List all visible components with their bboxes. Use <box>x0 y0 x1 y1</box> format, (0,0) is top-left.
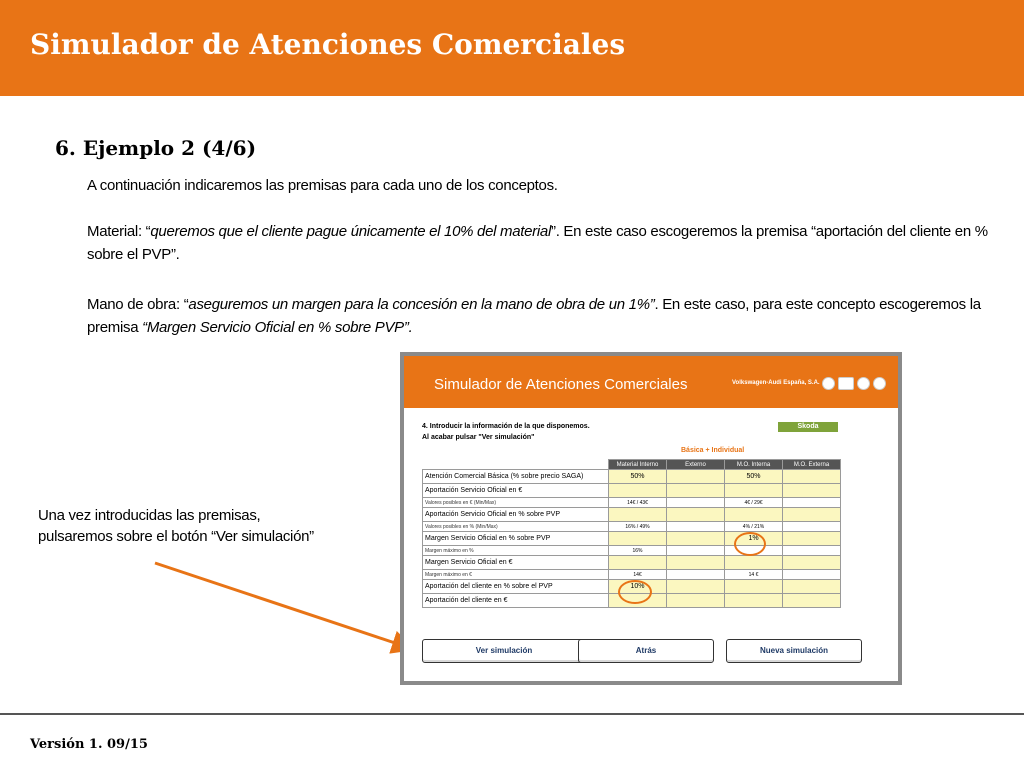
vw-logo-icon <box>822 377 835 390</box>
row-label: Margen máximo en % <box>423 546 609 556</box>
mano-obra-quote: aseguremos un margen para la concesión en la mano de obra de un 1%” <box>188 296 655 313</box>
brand-logos <box>822 375 889 393</box>
row-label: Margen Servicio Oficial en % sobre PVP <box>423 532 609 546</box>
table-row <box>423 532 841 546</box>
table-row <box>423 556 841 570</box>
externo-input[interactable] <box>667 484 725 498</box>
group-label: Básica + Individual <box>681 447 745 454</box>
atras-button[interactable]: Atrás <box>578 639 714 663</box>
screenshot-window <box>404 356 898 681</box>
externo-input[interactable] <box>667 470 725 484</box>
mo-interna-input[interactable]: 50% <box>725 470 783 484</box>
range-value <box>783 522 841 532</box>
section-title: 6. Ejemplo 2 (4/6) <box>55 136 257 160</box>
screenshot-title: Simulador de Atenciones Comerciales <box>434 376 688 393</box>
externo-input[interactable] <box>667 556 725 570</box>
range-value <box>667 522 725 532</box>
mano-obra-tail: “Margen Servicio Oficial en % sobre PVP”. <box>142 319 413 336</box>
material-prefix: Material: “ <box>87 223 151 240</box>
page-title: Simulador de Atenciones Comerciales <box>30 28 626 61</box>
ver-simulacion-button[interactable]: Ver simulación <box>422 639 586 663</box>
material-interno-input[interactable]: 50% <box>609 470 667 484</box>
instruction-line-1: 4. Introducir la información de la que disponemos. <box>422 423 590 430</box>
intro-text: A continuación indicaremos las premisas para cada uno de los conceptos. <box>87 177 558 194</box>
mano-obra-mid: . En este caso, para este concepto escogeremos la premisa <box>87 296 981 336</box>
mo-interna-input[interactable] <box>725 580 783 594</box>
material-quote: queremos que el cliente pague únicamente el 10% del material <box>150 223 551 240</box>
mo-interna-input[interactable] <box>725 556 783 570</box>
nueva-simulacion-button[interactable]: Nueva simulación <box>726 639 862 663</box>
limit-value <box>667 546 725 556</box>
audi-logo-icon <box>838 377 854 390</box>
row-label: Aportación del cliente en % sobre el PVP <box>423 580 609 594</box>
column-header: Material Interno <box>609 460 667 470</box>
table-row <box>423 546 841 556</box>
highlight-circle-mo <box>734 532 766 556</box>
table-row <box>423 484 841 498</box>
table-header-row <box>423 460 841 470</box>
limit-value <box>783 546 841 556</box>
row-label: Margen Servicio Oficial en € <box>423 556 609 570</box>
range-value <box>783 498 841 508</box>
mo-interna-input[interactable] <box>725 594 783 608</box>
externo-input[interactable] <box>667 580 725 594</box>
skoda-logo-icon <box>873 377 886 390</box>
limit-value: 14 € <box>725 570 783 580</box>
mo-externa-input[interactable] <box>783 580 841 594</box>
table-row <box>423 522 841 532</box>
row-label: Valores posibles en % (Min/Max) <box>423 522 609 532</box>
row-label: Aportación del cliente en € <box>423 594 609 608</box>
column-header: M.O. Interna <box>725 460 783 470</box>
material-interno-input[interactable] <box>609 556 667 570</box>
seat-logo-icon <box>857 377 870 390</box>
limit-value: 16% <box>609 546 667 556</box>
pointer-arrow <box>155 563 410 648</box>
brand-badge: Skoda <box>778 422 838 432</box>
highlight-circle-material <box>618 580 652 604</box>
range-value <box>667 498 725 508</box>
table-row <box>423 470 841 484</box>
range-value: 14€ / 43€ <box>609 498 667 508</box>
limit-value: 14€ <box>609 570 667 580</box>
mo-externa-input[interactable] <box>783 470 841 484</box>
version-footer: Versión 1. 09/15 <box>30 737 148 752</box>
row-label: Aportación Servicio Oficial en % sobre PVP <box>423 508 609 522</box>
footer-divider <box>0 713 1024 715</box>
mo-externa-input[interactable] <box>783 532 841 546</box>
row-label: Atención Comercial Básica (% sobre precio SAGA) <box>423 470 609 484</box>
mo-externa-input[interactable] <box>783 508 841 522</box>
mo-interna-input[interactable]: 1% <box>725 532 783 546</box>
table-row <box>423 508 841 522</box>
externo-input[interactable] <box>667 532 725 546</box>
mo-interna-input[interactable] <box>725 508 783 522</box>
mo-externa-input[interactable] <box>783 594 841 608</box>
mo-externa-input[interactable] <box>783 556 841 570</box>
material-interno-input[interactable] <box>609 532 667 546</box>
material-interno-input[interactable]: 10% <box>609 580 667 594</box>
material-suffix: ”. En este caso escogeremos la premisa “aportación del cliente en % sobre el PVP”. <box>87 223 988 263</box>
screenshot-header <box>404 356 898 408</box>
table-row <box>423 570 841 580</box>
table-row <box>423 498 841 508</box>
row-label: Aportación Servicio Oficial en € <box>423 484 609 498</box>
externo-input[interactable] <box>667 594 725 608</box>
row-label: Valores posibles en € (Min/Max) <box>423 498 609 508</box>
mano-obra-prefix: Mano de obra: “ <box>87 296 189 313</box>
range-value: 4€ / 29€ <box>725 498 783 508</box>
externo-input[interactable] <box>667 508 725 522</box>
embedded-screenshot <box>400 352 902 685</box>
mo-externa-input[interactable] <box>783 484 841 498</box>
range-value: 4% / 21% <box>725 522 783 532</box>
callout-text: Una vez introducidas las premisas, pulsaremos sobre el botón “Ver simulación” <box>38 507 314 545</box>
brand-text: Volkswagen-Audi España, S.A. <box>732 380 820 386</box>
row-label: Margen máximo en € <box>423 570 609 580</box>
limit-value <box>783 570 841 580</box>
range-value: 16% / 49% <box>609 522 667 532</box>
material-interno-input[interactable] <box>609 508 667 522</box>
mo-interna-input[interactable] <box>725 484 783 498</box>
instruction-line-2: Al acabar pulsar "Ver simulación" <box>422 434 535 441</box>
material-interno-input[interactable] <box>609 484 667 498</box>
limit-value <box>667 570 725 580</box>
table-corner <box>423 460 609 470</box>
column-header: M.O. Externa <box>783 460 841 470</box>
column-header: Externo <box>667 460 725 470</box>
